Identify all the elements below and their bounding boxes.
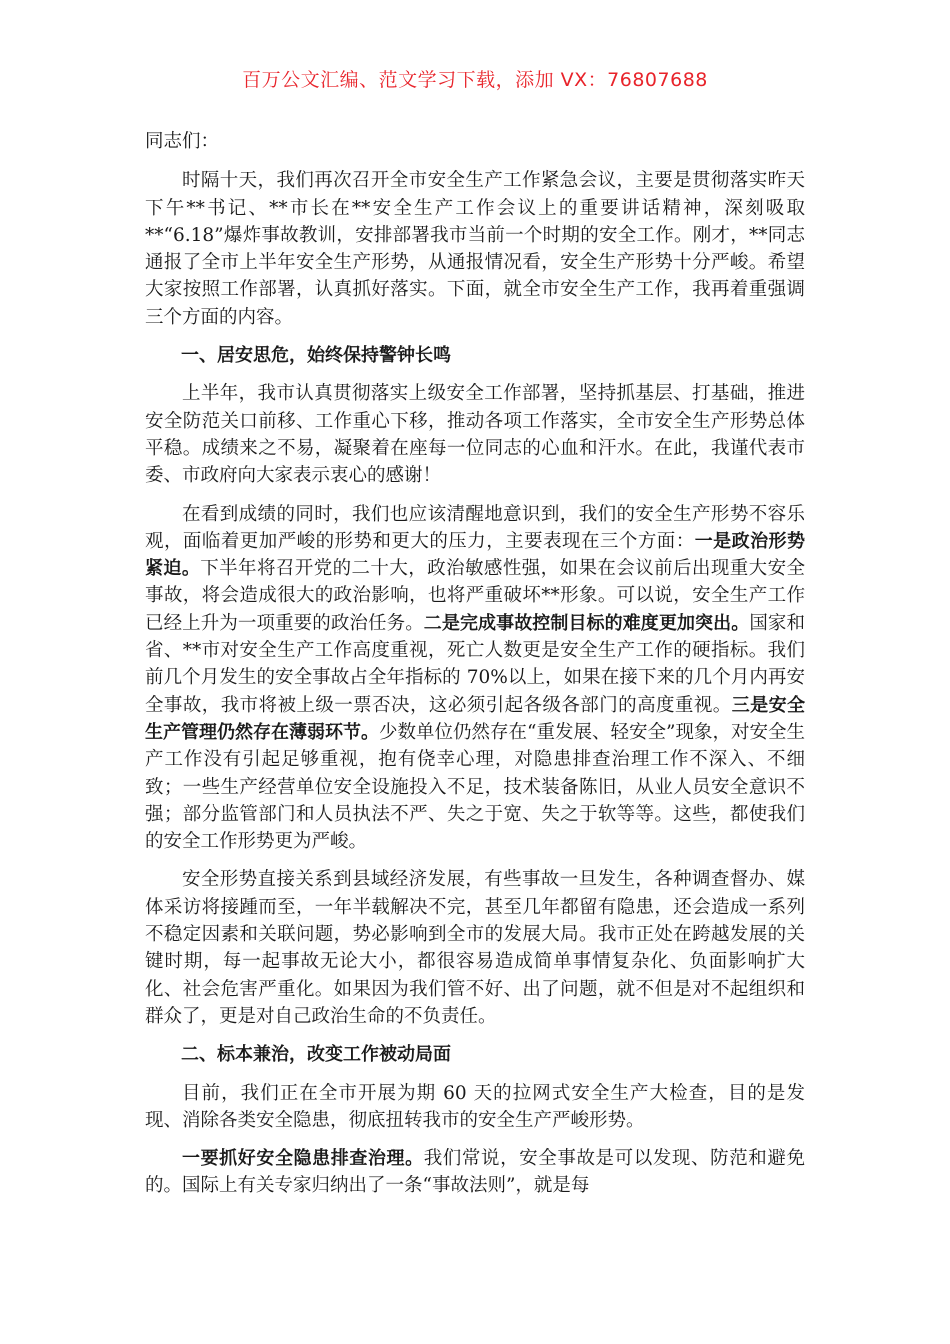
salutation: 同志们： bbox=[145, 131, 220, 152]
challenges-text-d: 国家和省、**市对安全生产工作高度重视，死亡人数更是安全生产工作的硬指标。我们前几个月发生的安全事故占全年指标的 70%以上，如果在接下来的几个月内再安全事故，我市将被上级一票否决，这必须引起各级各部门的高度重视。 bbox=[145, 612, 805, 716]
paragraph-hazard bbox=[145, 1145, 805, 1200]
section-heading-1: 一、居安思危，始终保持警钟长鸣 bbox=[181, 345, 451, 367]
watermark-header: 百万公文汇编、范文学习下载，添加 VX：76807688 bbox=[242, 69, 708, 91]
paragraph-inspection: 目前，我们正在全市开展为期 60 天的拉网式安全生产大检查，目的是发现、消除各类安全隐患，彻底扭转我市的安全生产严峻形势。 bbox=[145, 1082, 805, 1131]
challenges-text-e: 少数单位仍然存在“重发展、轻安全”现象，对安全生产工作没有引起足够重视，抱有侥幸心理，对隐患排查治理工作不深入、不细致；一些生产经营单位安全设施投入不足，技术装备陈旧，从业人员安全意识不强；部分监管部门和人员执法不严、失之于宽、失之于软等等。这些，都使我们的安全工作形势更为严峻。 bbox=[145, 721, 805, 853]
paragraph-intro: 时隔十天，我们再次召开全市安全生产工作紧急会议，主要是贯彻落实昨天下午**书记、**市长在**安全生产工作会议上的重要讲话精神，深刻吸取**“6.18”爆炸事故教训，安排部署我市当前一个时期的安全工作。刚才，**同志通报了全市上半年安全生产形势，从通报情况看，安全生产形势十分严峻。希望大家按照工作部署，认真抓好落实。下面，就全市安全生产工作，我再着重强调三个方面的内容。 bbox=[145, 170, 805, 328]
paragraph-achievements: 上半年，我市认真贯彻落实上级安全工作部署，坚持抓基层、打基础，推进安全防范关口前移、工作重心下移，推动各项工作落实，全市安全生产形势总体平稳。成绩来之不易，凝聚着在座每一位同志的心血和汗水。在此，我谨代表市委、市政府向大家表示衷心的感谢！ bbox=[145, 383, 805, 487]
document-body bbox=[145, 128, 805, 1211]
challenges-text-a: 在看到成绩的同时，我们也应该清醒地意识到，我们的安全生产形势不容乐观，面临着更加严峻的形势和更大的压力，主要表现在三个方面： bbox=[145, 503, 805, 552]
paragraph-impact: 安全形势直接关系到县域经济发展，有些事故一旦发生，各种调查督办、媒体采访将接踵而至，一年半载解决不完，甚至几年都留有隐患，还会造成一系列不稳定因素和关联问题，势必影响到全市的发展大局。我市正处在跨越发展的关键时期，每一起事故无论大小，都很容易造成简单事情复杂化、负面影响扩大化、社会危害严重化。如果因为我们管不好、出了问题，就不但是对不起组织和群众了，更是对自己政治生命的不负责任。 bbox=[145, 869, 805, 1027]
point-two-bold: 二是完成事故控制目标的难度更加突出。 bbox=[423, 612, 750, 634]
hazard-text: 我们常说，安全事故是可以发现、防范和避免的。国际上有关专家归纳出了一条“事故法则”，就是每 bbox=[145, 1148, 805, 1197]
hazard-point-bold: 一要抓好安全隐患排查治理。 bbox=[182, 1148, 424, 1170]
challenges-text-c: 下半年将召开党的二十大，政治敏感性强，如果在会议前后出现重大安全事故，将会造成很大的政治影响，也将严重破坏**形象。可以说，安全生产工作已经上升为一项重要的政治任务。 bbox=[145, 558, 805, 634]
paragraph-challenges bbox=[145, 501, 805, 856]
section-heading-2: 二、标本兼治，改变工作被动局面 bbox=[181, 1044, 451, 1066]
point-three-bold: 三是安全生产管理仍然存在薄弱环节。 bbox=[145, 694, 805, 743]
point-one-bold: 一是政治形势紧迫。 bbox=[145, 530, 805, 580]
